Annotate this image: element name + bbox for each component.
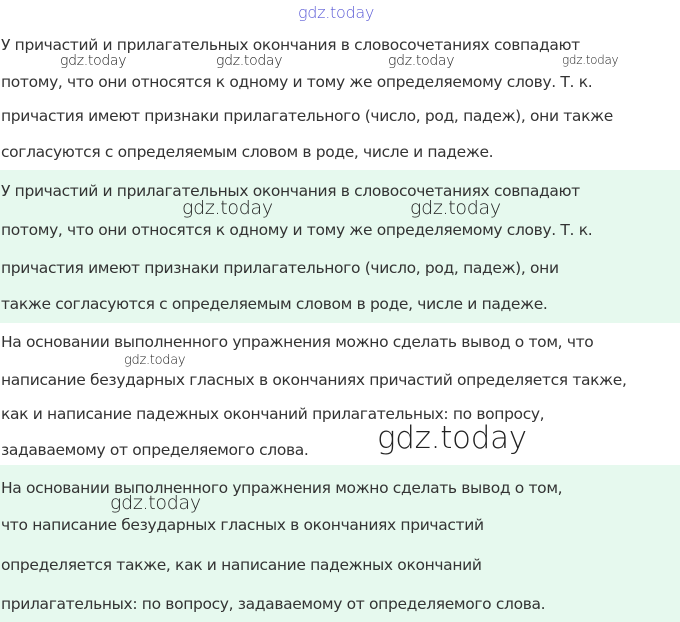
text-line: На основании выполненного упражнения можно сделать вывод о том, что [1, 333, 594, 351]
text-line: У причастий и прилагательных окончания в словосочетаниях совпадают [1, 182, 580, 200]
watermark-logo: gdz.today [124, 353, 186, 368]
watermark-logo: gdz.today [110, 492, 201, 514]
text-line: причастия имеют признаки прилагательного (число, род, падеж), они также [1, 107, 613, 125]
text-line: согласуются с определяемым словом в роде, числе и падеже. [1, 143, 494, 161]
text-line: потому, что они относятся к одному и тому же определяемому слову. Т. к. [1, 73, 593, 91]
watermark-logo: gdz.today [562, 53, 619, 67]
text-line: У причастий и прилагательных окончания в словосочетаниях совпадают [1, 36, 580, 54]
paragraph-block-4 [0, 465, 680, 622]
paragraph-block-1 [0, 30, 680, 170]
watermark-logo: gdz.today [298, 3, 375, 22]
watermark-logo: gdz.today [377, 420, 527, 456]
text-line: определяется также, как и написание падежных окончаний [1, 556, 482, 574]
text-line: потому, что они относятся к одному и тому же определяемому слову. Т. к. [1, 221, 593, 239]
text-line: прилагательных: по вопросу, задаваемому от определяемого слова. [1, 595, 546, 613]
text-line: На основании выполненного упражнения можно сделать вывод о том, [1, 479, 563, 497]
watermark-logo: gdz.today [182, 197, 273, 219]
text-line: что написание безударных гласных в окончаниях причастий [1, 516, 484, 534]
watermark-logo: gdz.today [216, 53, 283, 69]
text-line: задаваемому от определяемого слова. [1, 441, 309, 459]
paragraph-block-2 [0, 170, 680, 323]
text-line: написание безударных гласных в окончаниях причастий определяется также, [1, 371, 627, 389]
paragraph-block-3 [0, 323, 680, 465]
text-line: также согласуются с определяемым словом в роде, числе и падеже. [1, 295, 548, 313]
watermark-logo: gdz.today [410, 197, 501, 219]
watermark-logo: gdz.today [388, 53, 455, 69]
text-line: как и написание падежных окончаний прилагательных: по вопросу, [1, 405, 545, 423]
text-line: причастия имеют признаки прилагательного (число, род, падеж), они [1, 259, 559, 277]
watermark-logo: gdz.today [60, 53, 127, 69]
